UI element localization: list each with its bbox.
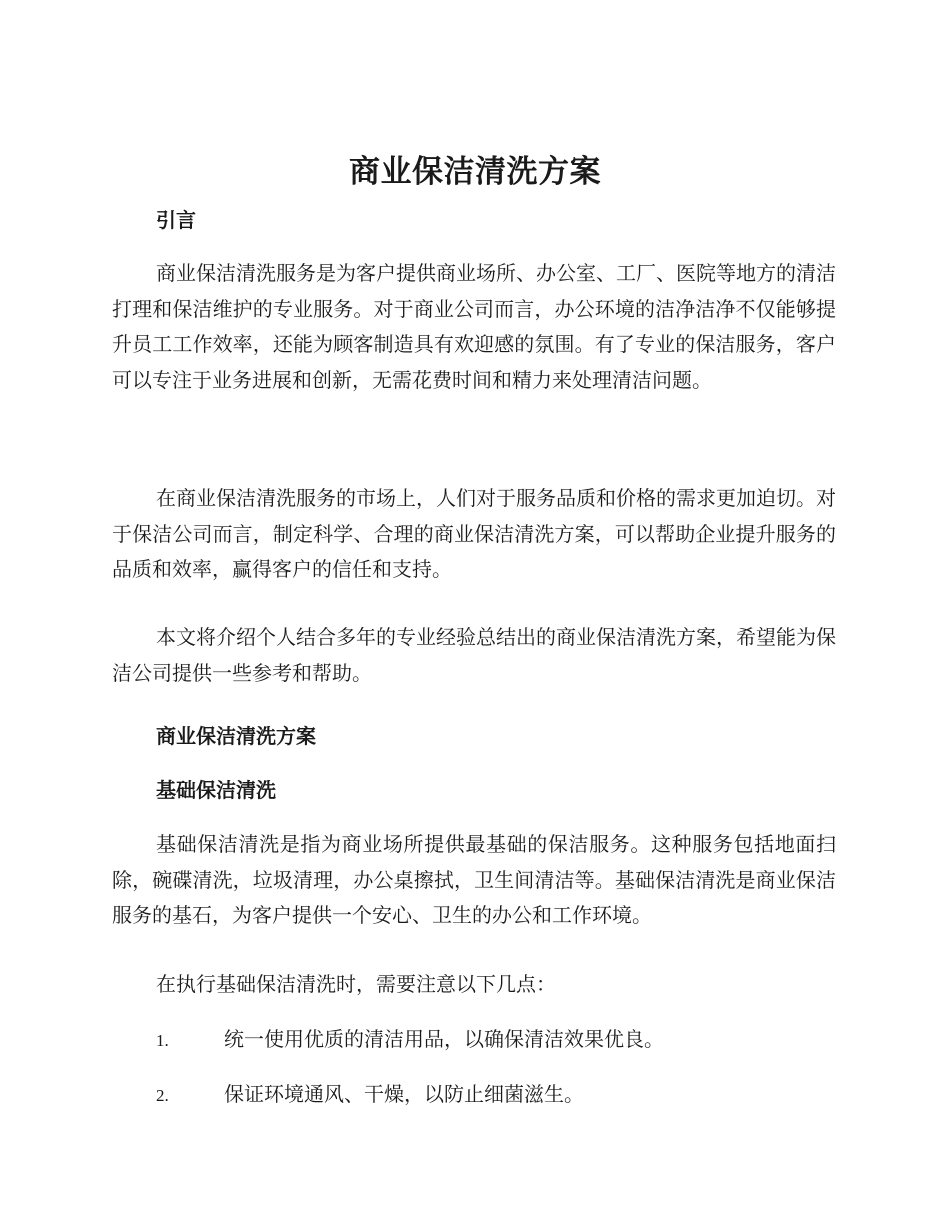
section-heading-intro: 引言 [156, 208, 196, 232]
subsection-heading-basic: 基础保洁清洗 [156, 778, 276, 802]
paragraph-intro-1: 商业保洁清洗服务是为客户提供商业场所、办公室、工厂、医院等地方的清洁打理和保洁维护的专业服务。对于商业公司而言，办公环境的洁净洁净不仅能够提升员工工作效率，还能为顾客制造具有欢迎感的氛围。有了专业的保洁服务，客户可以专注于业务进展和创新，无需花费时间和精力来处理清洁问题。 [112, 261, 836, 392]
list-item-number: 2. [156, 1086, 169, 1105]
list-item [156, 1079, 836, 1111]
list-item [156, 1024, 836, 1056]
document-title: 商业保洁清洗方案 [349, 154, 601, 190]
section-heading-plan: 商业保洁清洗方案 [156, 724, 316, 748]
paragraph-basic-1: 基础保洁清洗是指为商业场所提供最基础的保洁服务。这种服务包括地面扫除，碗碟清洗，垃圾清理，办公桌擦拭，卫生间清洁等。基础保洁清洗是商业保洁服务的基石，为客户提供一个安心、卫生的办公和工作环境。 [112, 832, 836, 927]
list-item-number: 1. [156, 1031, 169, 1050]
paragraph-basic-2: 在执行基础保洁清洗时，需要注意以下几点： [156, 972, 556, 996]
list-item-text: 保证环境通风、干燥，以防止细菌滋生。 [224, 1082, 584, 1106]
paragraph-intro-3: 本文将介绍个人结合多年的专业经验总结出的商业保洁清洗方案，希望能为保洁公司提供一些参考和帮助。 [112, 625, 836, 685]
paragraph-intro-2: 在商业保洁清洗服务的市场上，人们对于服务品质和价格的需求更加迫切。对于保洁公司而言，制定科学、合理的商业保洁清洗方案，可以帮助企业提升服务的品质和效率，赢得客户的信任和支持。 [112, 486, 836, 581]
list-item-text: 统一使用优质的清洁用品，以确保清洁效果优良。 [224, 1027, 664, 1051]
